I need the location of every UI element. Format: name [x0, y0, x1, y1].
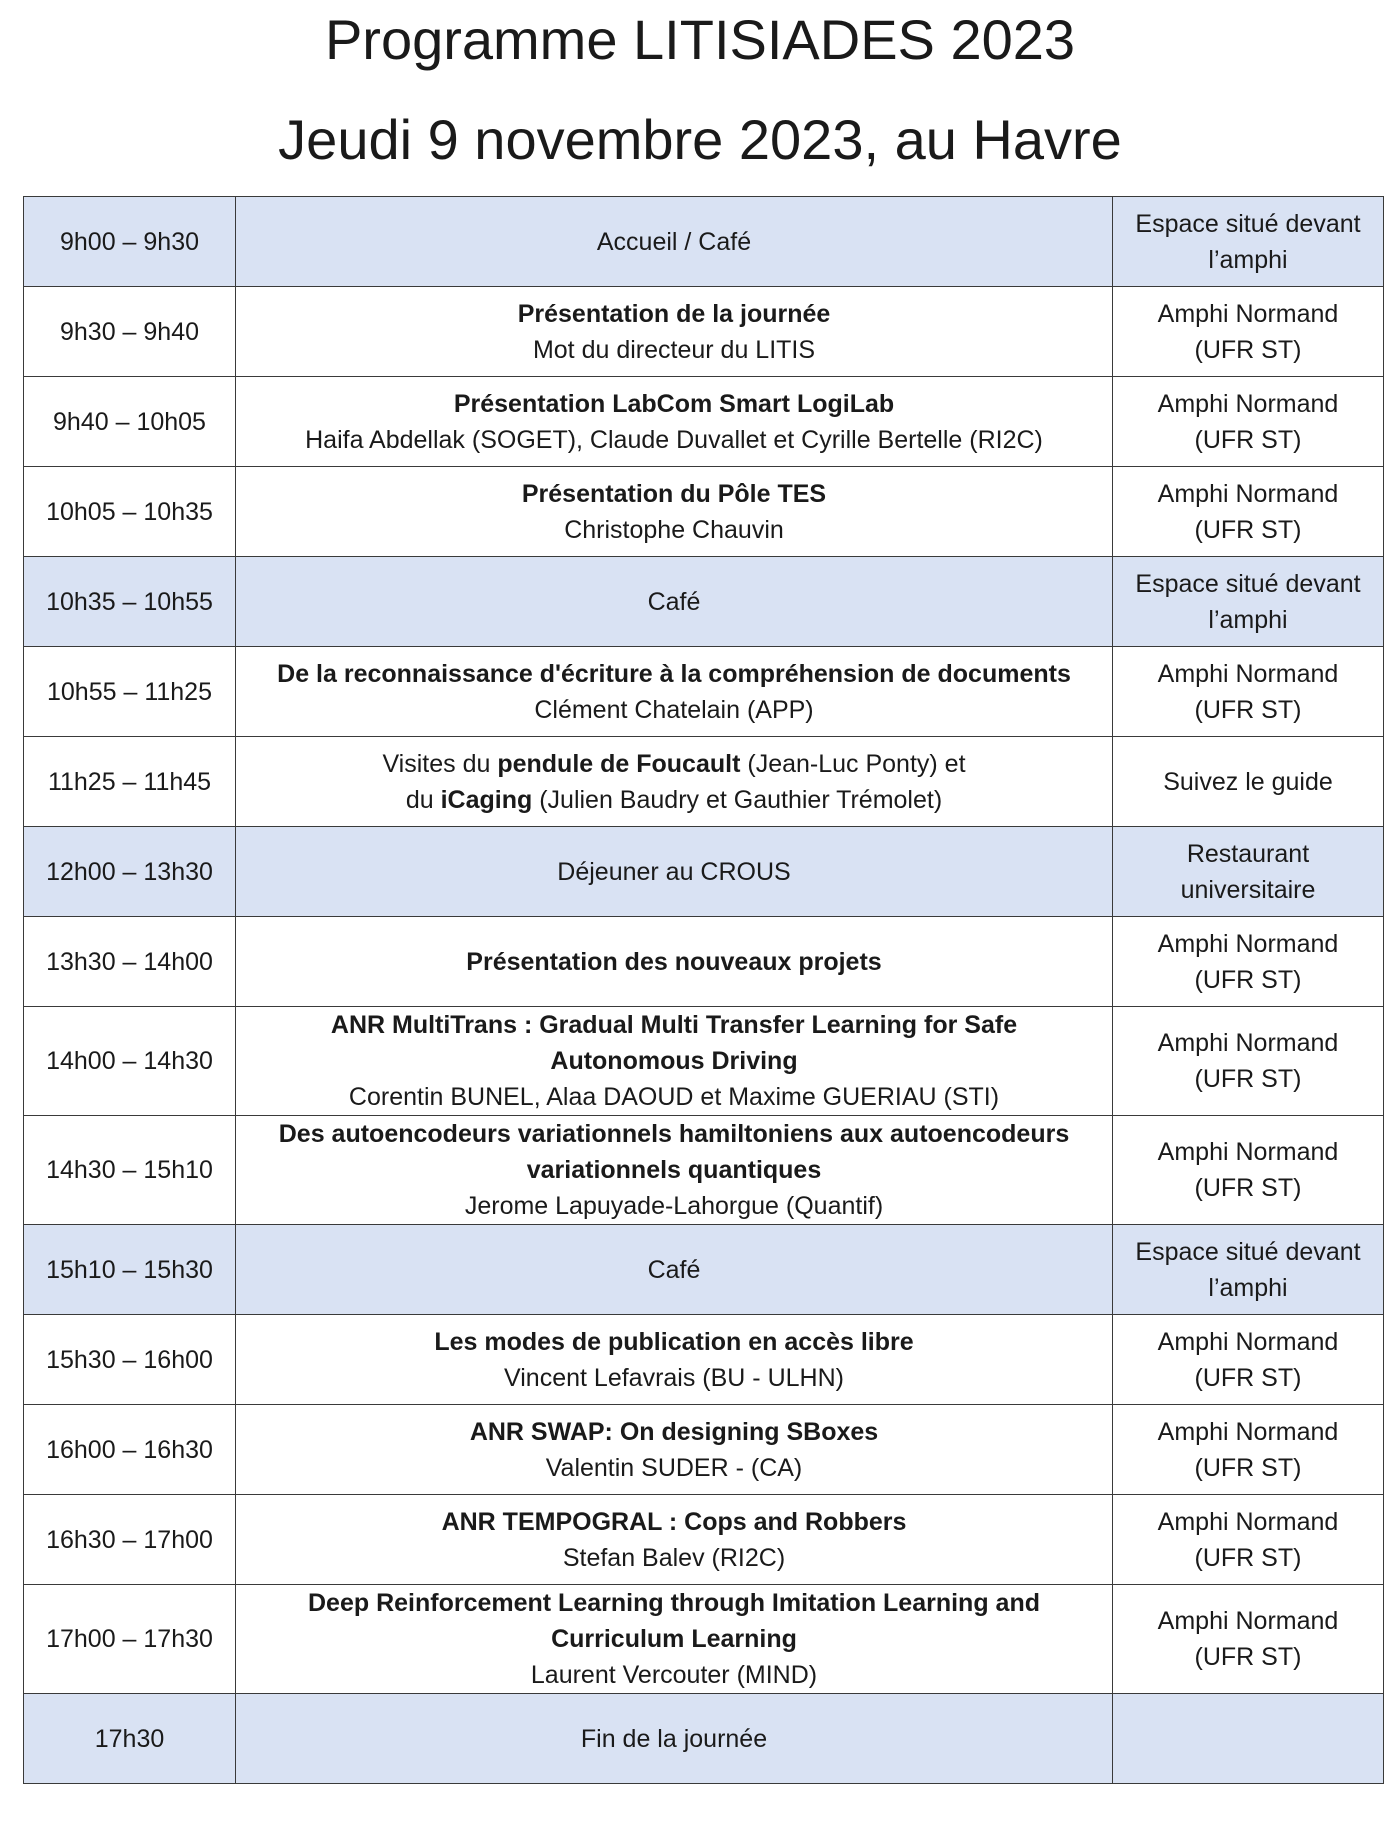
event-cell: [236, 377, 1113, 467]
event-title: Deep Reinforcement Learning through Imitation Learning and: [308, 1589, 1040, 1617]
location-line: Restaurant: [1186, 839, 1310, 868]
event-title: ANR SWAP: On designing SBoxes: [469, 1417, 879, 1446]
time-cell: 17h00 – 17h30: [24, 1585, 236, 1694]
time-cell: 10h35 – 10h55: [24, 557, 236, 647]
event-label: Déjeuner au CROUS: [557, 857, 791, 886]
event-speakers: Mot du directeur du LITIS: [532, 335, 816, 364]
location-line: Suivez le guide: [1163, 767, 1333, 796]
location-cell: [1113, 1225, 1384, 1315]
visits-text: Visites du: [382, 749, 498, 778]
event-label: Accueil / Café: [596, 227, 752, 256]
location-line: (UFR ST): [1194, 1065, 1302, 1093]
location-cell: [1113, 1405, 1384, 1495]
event-label: Café: [647, 587, 701, 616]
location-cell: [1113, 1585, 1384, 1694]
table-row: [24, 1495, 1384, 1585]
table-row: [24, 1405, 1384, 1495]
table-row: [24, 1585, 1384, 1694]
location-cell: [1113, 557, 1384, 647]
location-cell: [1113, 647, 1384, 737]
event-title: De la reconnaissance d'écriture à la compréhension de documents: [277, 659, 1071, 688]
table-row: [24, 557, 1384, 647]
event-cell: [236, 827, 1113, 917]
location-cell: [1113, 467, 1384, 557]
table-row: [24, 287, 1384, 377]
visits-highlight: pendule de Foucault: [497, 749, 741, 778]
time-cell: 9h30 – 9h40: [24, 287, 236, 377]
visits-line-1: [242, 746, 1106, 782]
time-cell: 10h05 – 10h35: [24, 467, 236, 557]
location-line: Amphi Normand: [1157, 1327, 1339, 1356]
location-line: Amphi Normand: [1157, 929, 1339, 958]
location-line: l’amphi: [1208, 605, 1288, 634]
event-cell: [236, 287, 1113, 377]
time-cell: 15h30 – 16h00: [24, 1315, 236, 1405]
location-line: (UFR ST): [1194, 425, 1302, 454]
location-line: (UFR ST): [1194, 1363, 1302, 1392]
event-cell: [236, 647, 1113, 737]
location-line: Espace situé devant: [1135, 569, 1361, 598]
location-line: (UFR ST): [1194, 1174, 1302, 1202]
location-line: Amphi Normand: [1157, 1607, 1339, 1635]
visits-text: du: [405, 785, 441, 814]
event-cell: [236, 1116, 1113, 1225]
time-cell: 14h30 – 15h10: [24, 1116, 236, 1225]
event-title: Présentation du Pôle TES: [521, 479, 827, 508]
event-cell: [236, 1495, 1113, 1585]
event-title: Présentation des nouveaux projets: [466, 947, 882, 976]
event-speakers: Jerome Lapuyade-Lahorgue (Quantif): [464, 1192, 884, 1220]
event-cell: [236, 1405, 1113, 1495]
location-line: Amphi Normand: [1157, 389, 1339, 418]
table-row: [24, 197, 1384, 287]
time-cell: 12h00 – 13h30: [24, 827, 236, 917]
event-speakers: Laurent Vercouter (MIND): [530, 1661, 818, 1689]
event-title: Présentation de la journée: [517, 299, 831, 328]
time-cell: 14h00 – 14h30: [24, 1007, 236, 1116]
event-speakers: Valentin SUDER - (CA): [545, 1453, 803, 1482]
location-line: universitaire: [1180, 875, 1316, 904]
location-line: (UFR ST): [1194, 695, 1302, 724]
time-cell: 15h10 – 15h30: [24, 1225, 236, 1315]
table-row: [24, 467, 1384, 557]
time-cell: 10h55 – 11h25: [24, 647, 236, 737]
event-speakers: Haifa Abdellak (SOGET), Claude Duvallet et Cyrille Bertelle (RI2C): [305, 425, 1043, 454]
table-row: [24, 377, 1384, 467]
location-line: Espace situé devant: [1135, 209, 1361, 238]
event-cell: [236, 197, 1113, 287]
location-line: Amphi Normand: [1157, 1138, 1339, 1166]
location-cell: [1113, 737, 1384, 827]
event-title: ANR MultiTrans : Gradual Multi Transfer Learning for Safe: [330, 1011, 1018, 1039]
visits-text: (Jean-Luc Ponty) et: [740, 749, 966, 778]
time-cell: 16h30 – 17h00: [24, 1495, 236, 1585]
time-cell: 17h30: [24, 1694, 236, 1784]
location-line: (UFR ST): [1194, 965, 1302, 994]
event-cell: [236, 737, 1113, 827]
event-speakers: Clément Chatelain (APP): [534, 695, 814, 724]
table-row: [24, 647, 1384, 737]
table-row: [24, 917, 1384, 1007]
location-cell: [1113, 377, 1384, 467]
location-line: Amphi Normand: [1157, 299, 1339, 328]
location-line: (UFR ST): [1194, 1453, 1302, 1482]
event-speakers: Christophe Chauvin: [564, 515, 784, 544]
location-line: Amphi Normand: [1157, 1507, 1339, 1536]
event-cell: [236, 1225, 1113, 1315]
location-cell: [1113, 1495, 1384, 1585]
event-cell: [236, 1007, 1113, 1116]
table-row: [24, 1007, 1384, 1116]
event-speakers: Stefan Balev (RI2C): [562, 1543, 786, 1572]
location-line: Amphi Normand: [1157, 659, 1339, 688]
location-line: (UFR ST): [1194, 335, 1302, 364]
visits-highlight: iCaging: [440, 785, 533, 814]
event-title: Les modes de publication en accès libre: [434, 1327, 914, 1356]
location-line: Espace situé devant: [1135, 1237, 1361, 1266]
location-line: l’amphi: [1208, 245, 1288, 274]
event-cell: [236, 1315, 1113, 1405]
table-row: [24, 1225, 1384, 1315]
page-subtitle: Jeudi 9 novembre 2023, au Havre: [278, 108, 1122, 171]
time-cell: 9h40 – 10h05: [24, 377, 236, 467]
programme-table: [23, 196, 1384, 1784]
visits-line-2: [242, 782, 1106, 818]
event-label: Fin de la journée: [580, 1724, 768, 1753]
location-cell: [1113, 917, 1384, 1007]
event-title: Autonomous Driving: [550, 1047, 798, 1075]
event-speakers: Corentin BUNEL, Alaa DAOUD et Maxime GUERIAU (STI): [348, 1083, 1000, 1111]
event-speakers: Vincent Lefavrais (BU - ULHN): [504, 1363, 844, 1392]
location-cell: [1113, 1116, 1384, 1225]
event-cell: [236, 1694, 1113, 1784]
location-cell: [1113, 1315, 1384, 1405]
table-row: [24, 1694, 1384, 1784]
time-cell: 9h00 – 9h30: [24, 197, 236, 287]
time-cell: 11h25 – 11h45: [24, 737, 236, 827]
location-cell: [1113, 1007, 1384, 1116]
table-row: [24, 1315, 1384, 1405]
event-cell: [236, 1585, 1113, 1694]
location-line: Amphi Normand: [1157, 479, 1339, 508]
location-line: (UFR ST): [1194, 1643, 1302, 1671]
location-line: (UFR ST): [1194, 1543, 1302, 1572]
event-cell: [236, 557, 1113, 647]
location-cell: [1113, 287, 1384, 377]
table-row: [24, 1116, 1384, 1225]
event-title: ANR TEMPOGRAL : Cops and Robbers: [441, 1507, 907, 1536]
event-title: Présentation LabCom Smart LogiLab: [453, 389, 895, 418]
table-row: [24, 827, 1384, 917]
event-cell: [236, 917, 1113, 1007]
event-title: variationnels quantiques: [526, 1156, 822, 1184]
time-cell: 13h30 – 14h00: [24, 917, 236, 1007]
event-cell: [236, 467, 1113, 557]
location-line: Amphi Normand: [1157, 1029, 1339, 1057]
location-cell: [1113, 827, 1384, 917]
location-cell: [1113, 197, 1384, 287]
location-cell: [1113, 1694, 1384, 1784]
event-title: Des autoencodeurs variationnels hamiltoniens aux autoencodeurs: [278, 1120, 1070, 1148]
location-line: (UFR ST): [1194, 515, 1302, 544]
page-title: Programme LITISIADES 2023: [324, 8, 1076, 71]
location-line: Amphi Normand: [1157, 1417, 1339, 1446]
table-row: [24, 737, 1384, 827]
time-cell: 16h00 – 16h30: [24, 1405, 236, 1495]
event-label: Café: [647, 1255, 701, 1284]
location-line: l’amphi: [1208, 1273, 1288, 1302]
event-title: Curriculum Learning: [551, 1625, 797, 1653]
visits-text: (Julien Baudry et Gauthier Trémolet): [532, 785, 943, 814]
